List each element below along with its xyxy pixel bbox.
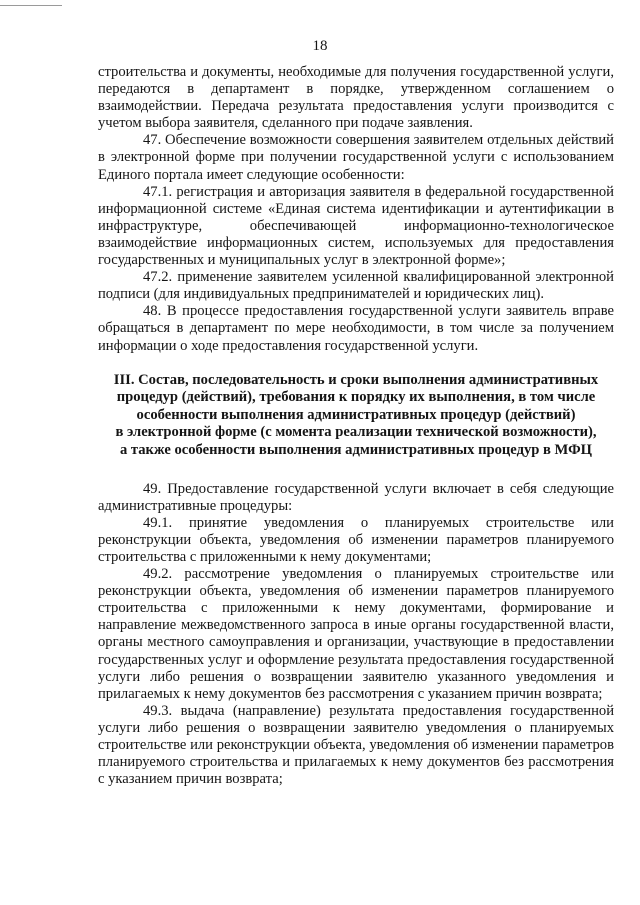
paragraph-49-3: 49.3. выдача (направление) результата предоставления государственной услуги либо решения о возвращении заявителю уведомления о планируемых строительстве или реконструкции объекта, уведомления об изменении параметров планируемого строительства и прилагаемых к нему документов без рассмотрения с указанием причин возврата; <box>98 702 614 788</box>
paragraph-47-2: 47.2. применение заявителем усиленной квалифицированной электронной подписи (для индивидуальных предпринимателей и юридических лиц). <box>98 269 614 303</box>
paragraph-49-1: 49.1. принятие уведомления о планируемых строительстве или реконструкции объекта, уведомления об изменении параметров планируемого строительства с приложенными к нему документами; <box>98 514 614 565</box>
section-title-line: процедур (действий), требования к порядку их выполнения, в том числе <box>116 389 596 406</box>
section-title-line: а также особенности выполнения административных процедур в МФЦ <box>119 441 593 458</box>
paragraph-49-2: 49.2. рассмотрение уведомления о планируемых строительстве или реконструкции объекта, уведомления об изменении параметров планируемого строительства с приложенными к нему документами, формирование и направление межведомственного запроса в иные органы государственной власти, органы местного самоуправления и организации, участвующие в предоставлении государственных услуг и оформление результата предоставления государственной услуги либо решения о возвращении заявителю указанного уведомления и прилагаемых к нему документов без рассмотрения с указанием причин возврата; <box>98 566 614 702</box>
paragraph-48: 48. В процессе предоставления государственной услуги заявитель вправе обращаться в департамент по мере необходимости, в том числе за получением информации о ходе предоставления государственной услуги. <box>98 303 614 354</box>
section-title-line: особенности выполнения административных процедур (действий) <box>136 406 576 423</box>
section-title-III <box>98 372 614 460</box>
paragraph-49: 49. Предоставление государственной услуги включает в себя следующие административные процедуры: <box>98 480 614 514</box>
section-title-line: в электронной форме (с момента реализации технической возможности), <box>115 424 597 441</box>
paragraph-continuation: строительства и документы, необходимые для получения государственной услуги, передаются в департамент в порядке, утвержденном соглашением о взаимодействии. Передача результата предоставления услуги производится с учетом выбора заявителя, сделанного при подаче заявления. <box>98 64 614 132</box>
top-edge-mark <box>0 5 62 6</box>
document-body <box>98 64 614 788</box>
section-title-line: III. Состав, последовательность и сроки выполнения административных <box>113 371 599 388</box>
paragraph-47-1: 47.1. регистрация и авторизация заявителя в федеральной государственной информационной системе «Единая система идентификации и аутентификации в инфраструктуре, обеспечивающей информационно-технологическое взаимодействие информационных систем, используемых для предоставления государственных и муниципальных услуг в электронной форме»; <box>98 183 614 269</box>
paragraph-47: 47. Обеспечение возможности совершения заявителем отдельных действий в электронной форме при получении государственной услуги с использованием Единого портала имеет следующие особенности: <box>98 132 614 183</box>
page-number: 18 <box>312 38 328 54</box>
